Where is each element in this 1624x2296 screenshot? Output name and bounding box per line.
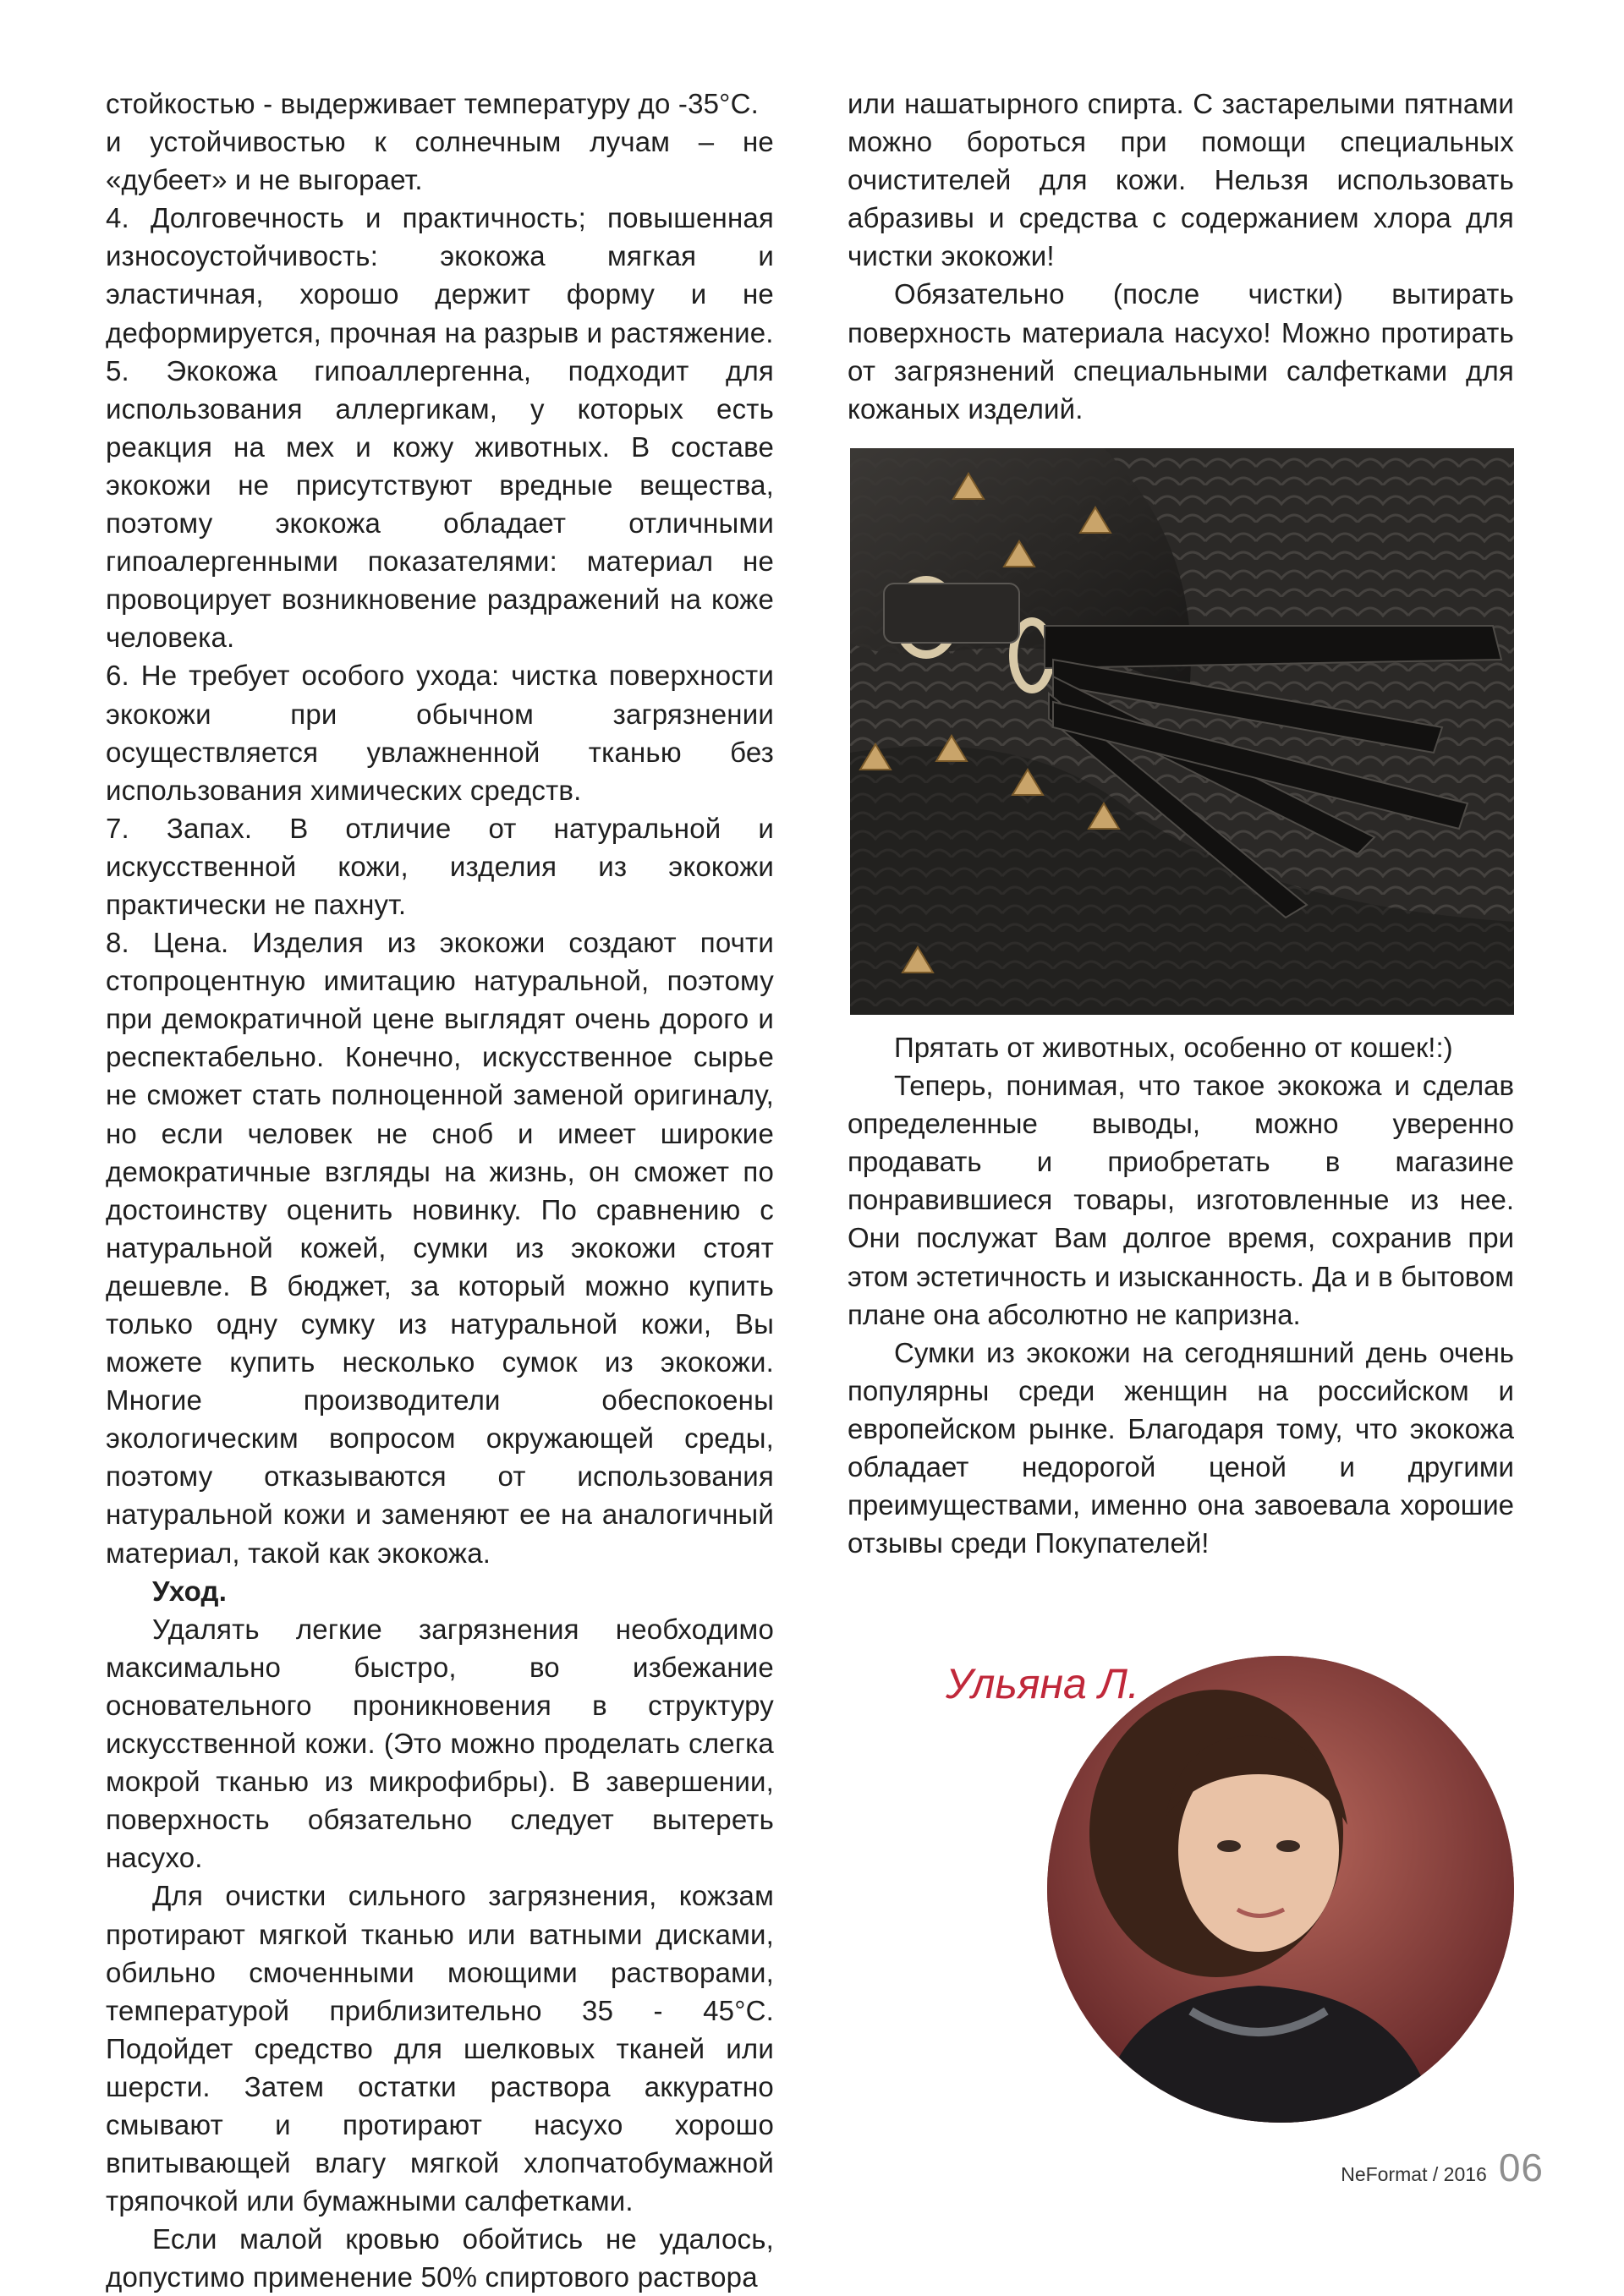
- left-column: [106, 85, 774, 2296]
- paragraph: 5. Экокожа гипоаллергенна, подходит для использования аллергикам, у которых есть реакция на мех и кожу животных. В составе экокожи не присутствуют вредные вещества, поэтому экокожа обладает отличными гипоалергенными показателями: материал не провоцирует возникновение раздражений на коже человека.: [106, 354, 774, 654]
- paragraph: или нашатырного спирта. С застарелыми пятнами можно бороться при помощи специальных очистителей для кожи. Нельзя использовать абразивы и средства с содержанием хлора для чистки экокожи!: [848, 88, 1514, 272]
- paragraph: 7. Запах. В отличие от натуральной и искусственной кожи, изделия из экокожи практически не пахнут.: [106, 812, 774, 920]
- page-footer: [1341, 2145, 1544, 2190]
- paragraph: Уход.: [152, 1575, 228, 1607]
- paragraph: стойкостью - выдерживает температуру до -35°С.: [106, 88, 759, 119]
- paragraph: Удалять легкие загрязнения необходимо максимально быстро, во избежание основательного проникновения в структуру искусственной кожи. (Это можно проделать слегка мокрой тканью из микрофибры). В завершении, поверхность обязательно следует вытереть насухо.: [106, 1613, 774, 1874]
- right-column-top: [848, 85, 1514, 428]
- bag-photo: [850, 448, 1514, 1015]
- page-number: 06: [1498, 2145, 1544, 2189]
- paragraph: и устойчивостью к солнечным лучам – не «дубеет» и не выгорает.: [106, 126, 774, 196]
- author-name: Ульяна Л.: [946, 1660, 1139, 1707]
- paragraph: 6. Не требует особого ухода: чистка поверхности экокожи при обычном загрязнении осуществляется увлажненной тканью без использования химических средств.: [106, 660, 774, 806]
- author-portrait: [1047, 1656, 1514, 2123]
- magazine-name: NeFormat / 2016: [1341, 2163, 1487, 2185]
- paragraph: Сумки из экокожи на сегодняшний день очень популярны среди женщин на российском и европейском рынке. Благодаря тому, что экокожа обладает недорогой ценой и другими преимуществами, именно она завоевала хорошие отзывы среди Покупателей!: [848, 1336, 1514, 1559]
- right-column-bottom: [848, 1028, 1514, 1562]
- paragraph: Если малой кровью обойтись не удалось, допустимо применение 50% спиртового раствора: [106, 2223, 774, 2293]
- paragraph: Прятать от животных, особенно от кошек!:): [894, 1032, 1453, 1063]
- paragraph: Теперь, понимая, что такое экокожа и сделав определенные выводы, можно уверенно продавать и приобретать в магазине понравившиеся товары, изготовленные из нее. Они послужат Вам долгое время, сохранив при этом эстетичность и изысканность. Да и в бытовом плане она абсолютно не капризна.: [848, 1070, 1514, 1330]
- paragraph: 4. Долговечность и практичность; повышенная износоустойчивость: экокожа мягкая и эластичная, хорошо держит форму и не деформируется, прочная на разрыв и растяжение.: [106, 202, 774, 348]
- paragraph: 8. Цена. Изделия из экокожи создают почти стопроцентную имитацию натуральной, поэтому при демократичной цене выглядят очень дорого и респектабельно. Конечно, искусственное сырье не сможет стать полноценной заменой оригиналу, но если человек не сноб и имеет широкие демократичные взгляды на жизнь, он сможет по достоинству оценить новинку. По сравнению с натуральной кожей, сумки из экокожи стоят дешевле. В бюджет, за который можно купить только одну сумку из натуральной кожи, Вы можете купить несколько сумок из экокожи. Многие производители обеспокоены экологическим вопросом окружающей среды, поэтому отказываются от использования натуральной кожи и заменяют ее на аналогичный материал, такой как экокожа.: [106, 927, 774, 1569]
- paragraph: Обязательно (после чистки) вытирать поверхность материала насухо! Можно протирать от загрязнений специальными салфетками для кожаных изделий.: [848, 278, 1514, 425]
- paragraph: Для очистки сильного загрязнения, кожзам протирают мягкой тканью или ватными дисками, обильно смоченными моющими растворами, температурой приблизительно 35 - 45°С. Подойдет средство для шелковых тканей или шерсти. Затем остатки раствора аккуратно смывают и протирают насухо хорошо впитывающей влагу мягкой хлопчатобумажной тряпочкой или бумажными салфетками.: [106, 1880, 774, 2217]
